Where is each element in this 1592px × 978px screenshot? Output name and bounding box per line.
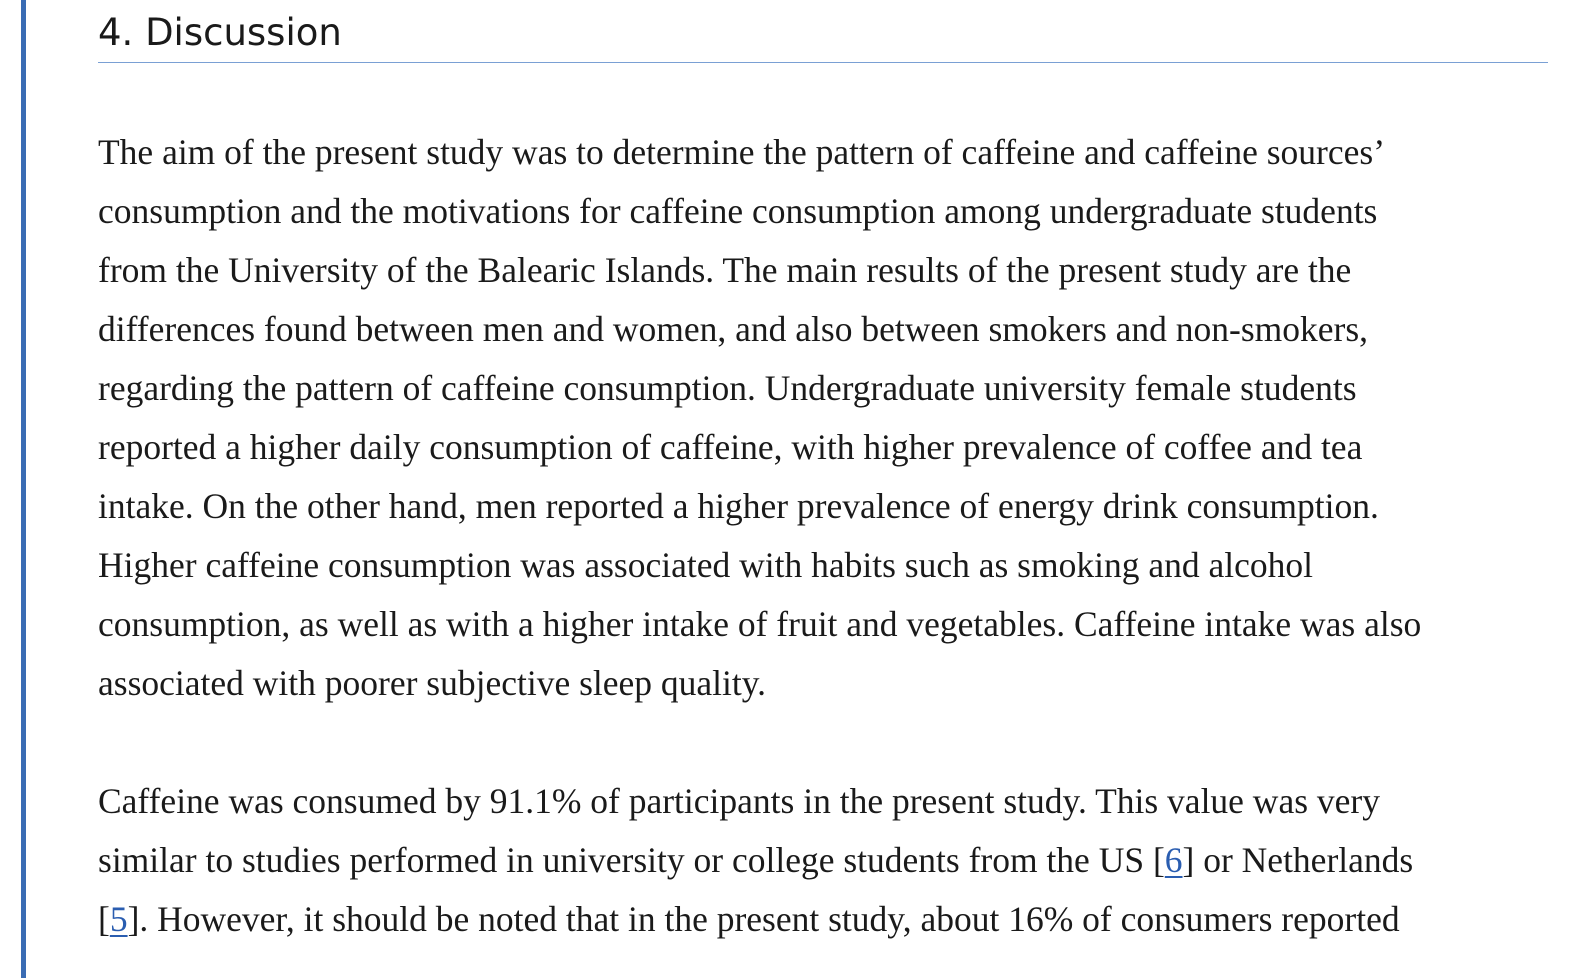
paragraph-line [98, 890, 1413, 949]
paragraph-2 [98, 772, 1413, 949]
text-segment: ] or Netherlands [1182, 840, 1414, 880]
paragraph-line: The aim of the present study was to determine the pattern of caffeine and caffeine sources’ [98, 132, 1386, 172]
discussion-section [98, 0, 1548, 939]
paragraph-line: from the University of the Balearic Islands. The main results of the present study are the [98, 250, 1352, 290]
paragraph-line: regarding the pattern of caffeine consumption. Undergraduate university female students [98, 368, 1357, 408]
reference-link-6[interactable]: 6 [1164, 840, 1183, 880]
paragraph-line: intake. On the other hand, men reported a higher prevalence of energy drink consumption. [98, 486, 1379, 526]
reference-link-5[interactable]: 5 [109, 899, 128, 939]
paragraph-1 [98, 123, 1421, 713]
paragraph-line: reported a higher daily consumption of caffeine, with higher prevalence of coffee and tea [98, 427, 1363, 467]
paragraph-line: differences found between men and women, and also between smokers and non-smokers, [98, 309, 1369, 349]
paragraph-line: consumption and the motivations for caffeine consumption among undergraduate students [98, 191, 1378, 231]
text-segment: ]. However, it should be noted that in the present study, about 16% of consumers reported [127, 899, 1400, 939]
paragraph-line: associated with poorer subjective sleep quality. [98, 663, 767, 703]
section-heading: 4. Discussion [98, 0, 1548, 63]
text-segment: [ [98, 899, 110, 939]
paragraph-line: Higher caffeine consumption was associated with habits such as smoking and alcohol [98, 545, 1313, 585]
paragraph-line: consumption, as well as with a higher intake of fruit and vegetables. Caffeine intake was also [98, 604, 1422, 644]
paragraph-line: Caffeine was consumed by 91.1% of participants in the present study. This value was very [98, 781, 1380, 821]
text-segment: similar to studies performed in university or college students from the US [ [98, 840, 1165, 880]
paragraph-line [98, 831, 1413, 890]
left-accent-bar [21, 0, 26, 978]
